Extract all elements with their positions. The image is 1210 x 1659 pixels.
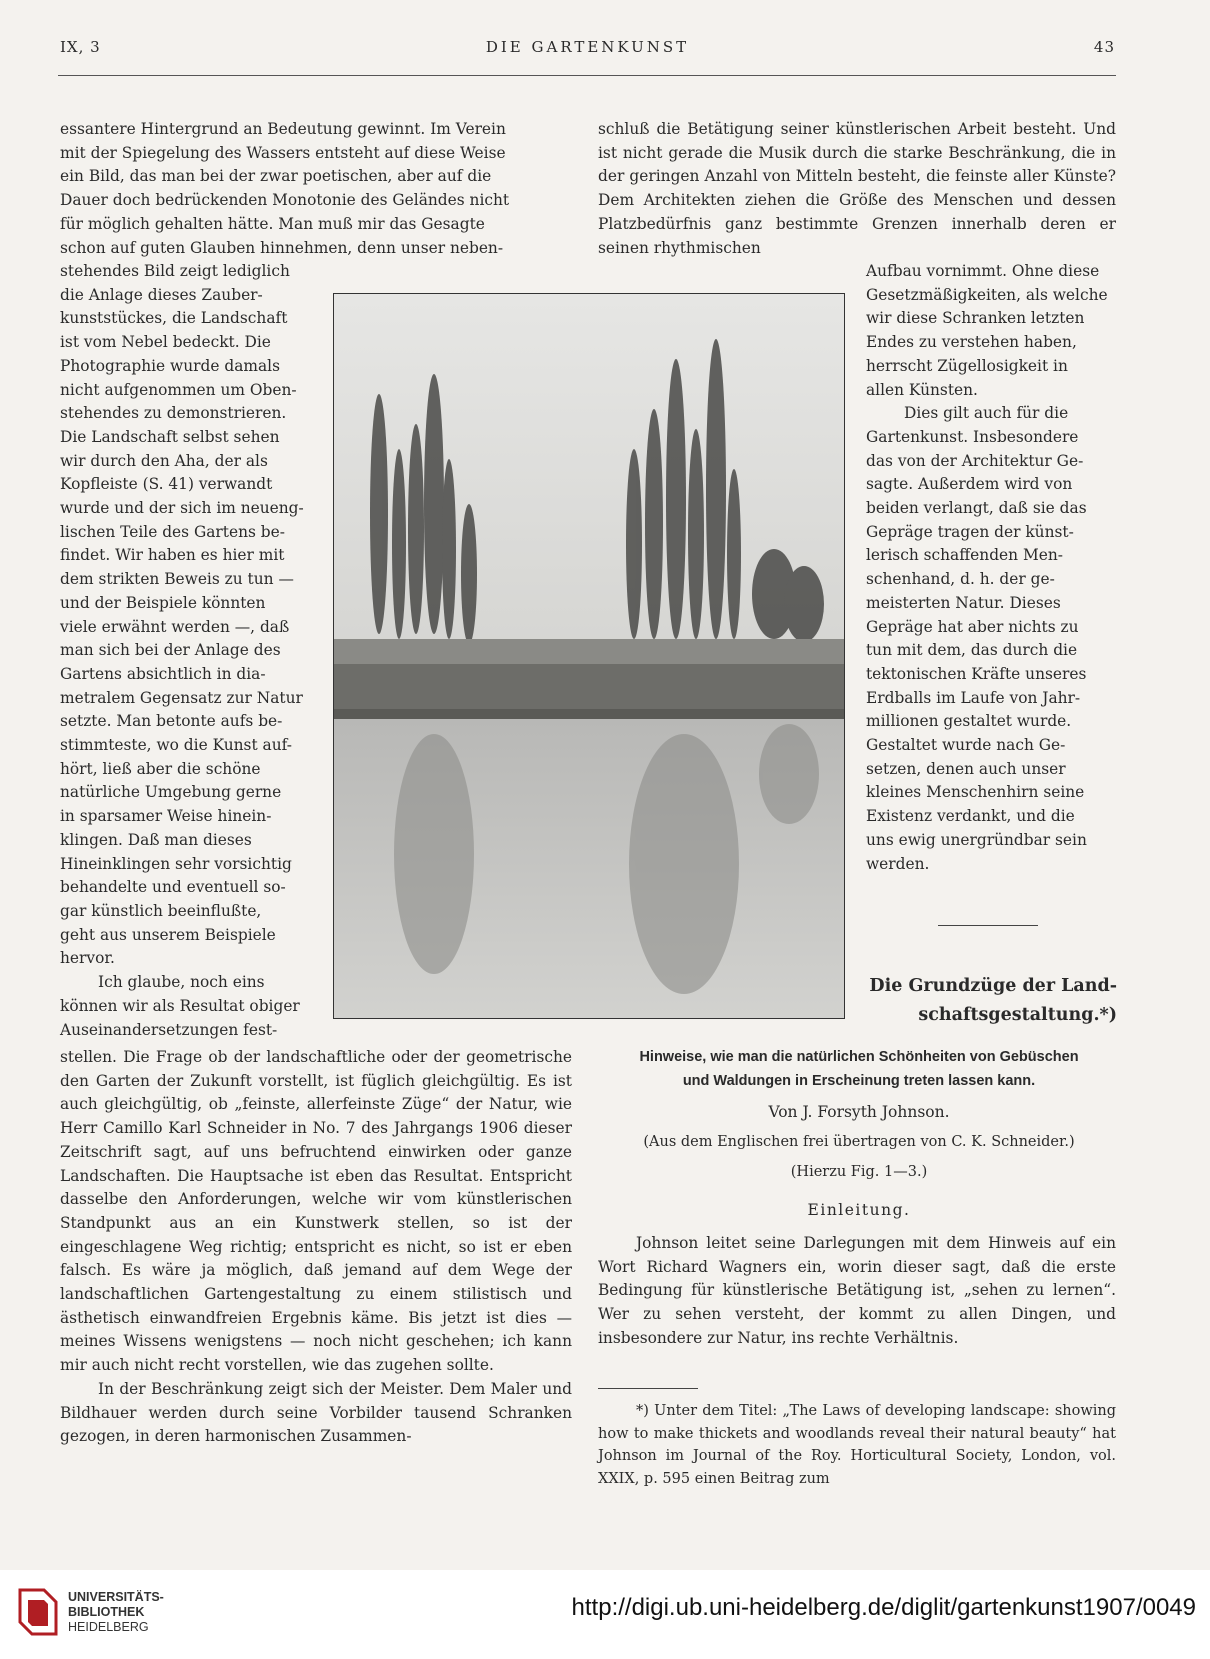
library-line-2: BIBLIOTHEK (68, 1605, 145, 1619)
text-line: nicht aufgenommen um Oben- (60, 380, 297, 399)
left-top-text (60, 118, 572, 260)
library-line-3: HEIDELBERG (68, 1620, 149, 1634)
subtitle-line-1: Hinweise, wie man die natürlichen Schönheiten von Gebüschen (639, 1049, 1079, 1065)
text-line: Gepräge tragen der künst- (866, 522, 1074, 541)
journal-title: DIE GARTENKUNST (485, 38, 690, 56)
text-line: Endes zu verstehen haben, (866, 333, 1077, 352)
paragraph-beschraenkung: In der Beschränkung zeigt sich der Meister. Dem Maler und Bildhauer werden durch seine Vorbilder tausend Schranken gezogen, in deren harmonischen Zusammen- (60, 1379, 572, 1446)
figure-reference: (Hierzu Fig. 1—3.) (790, 1164, 928, 1180)
text-line: stimmteste, wo die Kunst auf- (60, 736, 292, 755)
text-line: natürliche Umgebung gerne (60, 783, 282, 802)
header-rule (58, 75, 1116, 76)
left-narrow-text (60, 260, 303, 1042)
text-line: Gartens absichtlich in dia- (60, 664, 266, 683)
text-line: stehendes Bild zeigt lediglich (60, 262, 290, 280)
paragraph-schluss: schluß die Betätigung seiner künstlerischen Arbeit besteht. Und ist nicht gerade die Musik durch die starke Beschränkung, die in der geringen Anzahl von Mitteln besteht, die feinste aller Künste? Dem Architekten ziehen die Größe des Menschen und dessen Platzbedürfnis ganz bestimmte Grenzen innerhalb deren er seinen rhythmischen (598, 120, 1116, 257)
page-number: 43 (1093, 38, 1115, 56)
text-line: stehendes zu demonstrieren. (60, 404, 287, 423)
text-line: das von der Architektur Ge- (866, 451, 1084, 470)
text-line: Gartenkunst. Insbesondere (866, 427, 1079, 446)
text-line: hervor. (60, 949, 115, 968)
text-line: herrscht Zügellosigkeit in (866, 356, 1068, 375)
left-top-lines (60, 118, 572, 260)
issue-number: IX, 3 (60, 38, 101, 56)
text-line: setzte. Man betonte aufs be- (60, 712, 283, 731)
text-line: für möglich gehalten hätte. Man muß mir das Gesagte (60, 214, 485, 233)
text-line: Dies gilt auch für die (904, 404, 1069, 423)
text-line: die Anlage dieses Zauber- (60, 285, 263, 304)
text-line: Existenz verdankt, und die (866, 807, 1075, 826)
paragraph-introduction: Johnson leitet seine Darlegungen mit dem Hinweis auf ein Wort Richard Wagners ein, worin dieser sagt, daß die erste Bedingung für künstlerische Betätigung ist, „sehen zu lernen“. Wer zu sehen versteht, der kommt zu allen Dingen, und insbesondere zur Natur, ins rechte Verhältnis. (598, 1234, 1116, 1347)
text-line: Die Landschaft selbst sehen (60, 427, 280, 446)
article-title-line-2: schaftsgestaltung.*) (918, 1005, 1117, 1025)
right-narrow-text (866, 260, 1117, 876)
article-title-line-1: Die Grundzüge der Land- (869, 976, 1117, 996)
text-line: wurde und der sich im neueng- (60, 499, 304, 518)
text-line: können wir als Resultat obiger (60, 996, 300, 1015)
running-header (60, 38, 1115, 62)
text-line: hört, ließ aber die schöne (60, 759, 261, 778)
article-author: Von J. Forsyth Johnson. (768, 1103, 950, 1121)
library-line-1: UNIVERSITÄTS- (68, 1590, 164, 1604)
text-line: wir durch den Aha, der als (60, 451, 268, 470)
landscape-photograph (333, 293, 845, 1019)
text-line: Gepräge hat aber nichts zu (866, 617, 1079, 636)
text-line: uns ewig unergründbar sein (866, 830, 1087, 849)
footnote-text: *) Unter dem Titel: „The Laws of developing landscape: showing how to make thickets and woodlands reveal their natural beauty“ hat Johnson im Journal of the Roy. Horticultural Society, London, vol. XXIX, p. 595 einen Beitrag zum (598, 1403, 1116, 1487)
text-line: kleines Menschenhirn seine (866, 783, 1085, 802)
text-line: ist vom Nebel bedeckt. Die (60, 333, 271, 352)
text-line: setzen, denen auch unser (866, 759, 1066, 778)
article-subtitle (600, 1045, 1118, 1093)
text-line: und der Beispiele könnten (60, 593, 266, 612)
text-line: findet. Wir haben es hier mit (60, 546, 285, 565)
text-line: meisterten Natur. Dieses (866, 593, 1061, 612)
text-line: dem strikten Beweis zu tun — (60, 570, 294, 589)
text-line: gar künstlich beeinflußte, (60, 901, 262, 920)
footnote (598, 1400, 1116, 1490)
text-line: Auseinandersetzungen fest- (60, 1020, 278, 1039)
text-line: Erdballs im Laufe von Jahr- (866, 688, 1081, 707)
left-narrow-lines (60, 260, 303, 1042)
text-line: lischen Teile des Gartens be- (60, 522, 285, 541)
text-line: klingen. Daß man dieses (60, 830, 252, 849)
text-line: lerisch schaffenden Men- (866, 546, 1063, 565)
text-line: sagte. Außerdem wird von (866, 475, 1073, 494)
text-line: Dauer doch bedrückenden Monotonie des Geländes nicht (60, 191, 510, 210)
paragraph-geometric: stellen. Die Frage ob der landschaftliche oder der geometrische den Garten der Zukunft vorstellt, ist füglich gleichgültig. Es ist auch gleichgültig, ob „feinste, allerfeinste Züge“ der Natur, wie Herr Camillo Karl Schneider in No. 7 des Jahrgangs 1906 dieser Zeitschrift sagt, auf uns befruchtend einwirken oder ganze Landschaften. Die Hauptsache ist eben das Resultat. Entspricht dasselbe den Anforderungen, welche wir vom künstlerischen Standpunkt aus an ein Kunstwerk stellen, so ist der eingeschlagene Weg richtig; entspricht es nicht, so ist er eben falsch. Es wäre ja möglich, daß jemand auf dem Wege der landschaftlichen Gartengestaltung zu einem stilistisch und ästhetisch einwandfreien Ergebnis käme. Bis jetzt ist dies — meines Wissens wenigstens — noch nicht geschehen; ich kann mir auch nicht recht vorstellen, wie das zugehen sollte. (60, 1048, 572, 1375)
library-logo-icon (14, 1582, 62, 1646)
poplar-trees-reflection-image (334, 294, 844, 1018)
text-line: millionen gestaltet wurde. (866, 712, 1072, 731)
text-line: man sich bei der Anlage des (60, 641, 281, 660)
footnote-separator (598, 1388, 698, 1389)
text-line: wir diese Schranken letzten (866, 309, 1085, 328)
text-line: Kopfleiste (S. 41) verwandt (60, 475, 273, 494)
text-line: Ich glaube, noch eins (98, 973, 265, 992)
text-line: schon auf guten Glauben hinnehmen, denn unser neben- (60, 238, 504, 257)
text-line: beiden verlangt, daß sie das (866, 499, 1087, 518)
section-heading: Einleitung. (807, 1201, 911, 1219)
text-line: Gesetzmäßigkeiten, als welche (866, 285, 1108, 304)
text-line: in sparsamer Weise hinein- (60, 807, 272, 826)
text-line: mit der Spiegelung des Wassers entsteht auf diese Weise (60, 143, 506, 162)
text-line: geht aus unserem Beispiele (60, 925, 276, 944)
text-line: ein Bild, das man bei der zwar poetischen, aber auf die (60, 167, 492, 186)
text-line: tun mit dem, das durch die (866, 641, 1078, 660)
text-line: Hineinklingen sehr vorsichtig (60, 854, 292, 873)
text-line: allen Künsten. (866, 380, 978, 399)
library-name (68, 1590, 164, 1635)
text-line: tektonischen Kräfte unseres (866, 664, 1087, 683)
left-bottom-text (60, 1046, 572, 1449)
section-separator (938, 925, 1038, 926)
source-url-link[interactable]: http://digi.ub.uni-heidelberg.de/diglit/gartenkunst1907/0049 (571, 1594, 1196, 1621)
translation-note: (Aus dem Englischen frei übertragen von C. K. Schneider.) (643, 1134, 1075, 1150)
text-line: Photographie wurde damals (60, 356, 280, 375)
text-line: viele erwähnt werden —, daß (60, 617, 290, 636)
right-narrow-lines (866, 260, 1117, 876)
text-line: Aufbau vornimmt. Ohne diese (866, 262, 1100, 280)
text-line: werden. (866, 854, 930, 873)
text-line: behandelte und eventuell so- (60, 878, 286, 897)
text-line: metralem Gegensatz zur Natur (60, 688, 303, 707)
intro-text (598, 1232, 1116, 1351)
right-top-text (598, 118, 1116, 260)
text-line: Gestaltet wurde nach Ge- (866, 736, 1066, 755)
text-line: essantere Hintergrund an Bedeutung gewinnt. Im Verein (60, 120, 506, 138)
article-title (862, 972, 1117, 1030)
text-line: kunststückes, die Landschaft (60, 309, 288, 328)
text-line: schenhand, d. h. der ge- (866, 570, 1055, 589)
subtitle-line-2: und Waldungen in Erscheinung treten lassen kann. (682, 1073, 1036, 1089)
